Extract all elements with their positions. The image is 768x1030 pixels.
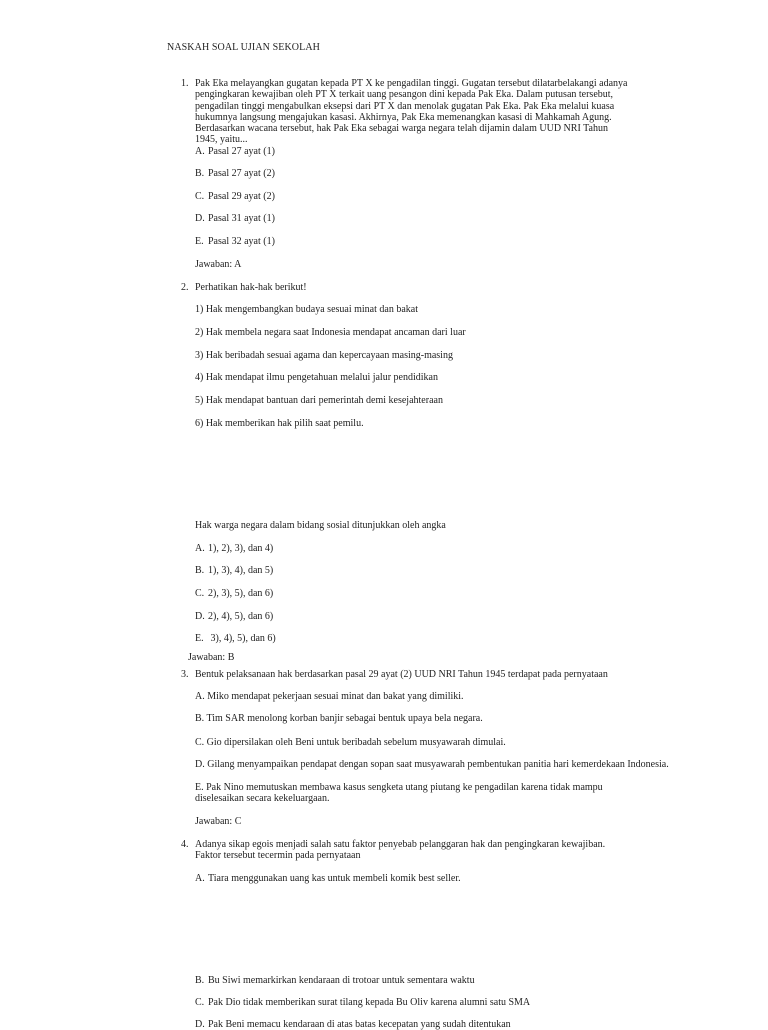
list-item: 5) Hak mendapat bantuan dari pemerintah demi kesejahteraan [195,395,443,406]
document-title: NASKAH SOAL UJIAN SEKOLAH [167,42,320,53]
option-a [195,543,635,554]
option-d [195,1019,635,1030]
option-letter: A. [195,146,205,157]
option-c: C. Gio dipersilakan oleh Beni untuk beribadah sebelum musyawarah dimulai. [195,737,506,748]
answer-key: Jawaban: B [188,652,235,663]
option-text: 1), 2), 3), dan 4) [208,543,274,554]
option-b [195,565,635,576]
option-d [195,213,635,224]
option-text: Bu Siwi memarkirkan kendaraan di trotoar untuk sementara waktu [208,975,475,986]
question-1 [181,78,631,146]
list-item: 3) Hak beribadah sesuai agama dan kepercayaan masing-masing [195,350,453,361]
option-text: 3), 4), 5), dan 6) [208,633,276,644]
option-d [195,611,635,622]
question-number: 4. [181,839,189,850]
option-text: Pak Beni memacu kendaraan di atas batas kecepatan yang sudah ditentukan [208,1019,511,1030]
list-item: 6) Hak memberikan hak pilih saat pemilu. [195,418,364,429]
question-number: 3. [181,669,189,680]
option-a [195,146,635,157]
option-letter: C. [195,191,205,202]
option-c [195,997,635,1008]
option-c [195,588,635,599]
question-text: Perhatikan hak-hak berikut! [195,282,307,293]
option-e [195,236,635,247]
question-text: Bentuk pelaksanaan hak berdasarkan pasal 29 ayat (2) UUD NRI Tahun 1945 terdapat pada pernyataan [195,669,608,680]
option-c [195,191,635,202]
list-item: 1) Hak mengembangkan budaya sesuai minat dan bakat [195,304,418,315]
option-letter: D. [195,1019,205,1030]
option-letter: A. [195,873,205,884]
option-b [195,975,635,986]
option-text: Pasal 32 ayat (1) [208,236,275,247]
question-3 [181,669,631,680]
option-text: Pasal 31 ayat (1) [208,213,275,224]
question-text: Pak Eka melayangkan gugatan kepada PT X ke pengadilan tinggi. Gugatan tersebut dilatarbelakangi adanya pengingkaran kewajiban oleh PT X terkait uang pesangon dini kepada Pak Eka. Dalam putusan tersebut, pengadilan tinggi mengabulkan eksepsi dari PT X dan menolak gugatan Pak Eka. Pak Eka melalui kuasa hukumnya langsung mengajukan kasasi. Akhirnya, Pak Eka memenangkan kasasi di Mahkamah Agung. [195,78,628,123]
option-text: 1), 3), 4), dan 5) [208,565,274,576]
option-text: Pak Dio tidak memberikan surat tilang kepada Bu Oliv karena alumni satu SMA [208,997,531,1008]
question-number: 2. [181,282,189,293]
question-4 [181,839,631,862]
option-a [195,873,635,884]
option-letter: E. [195,633,204,644]
option-b: B. Tim SAR menolong korban banjir sebagai bentuk upaya bela negara. [195,713,483,724]
option-letter: D. [195,213,205,224]
option-e: E. Pak Nino memutuskan membawa kasus sengketa utang piutang ke pengadilan karena tidak mampu diselesaikan secara kekeluargaan. [195,782,603,805]
question-2 [181,282,631,293]
option-e [195,633,635,644]
option-letter: B. [195,168,205,179]
option-text: 2), 3), 5), dan 6) [208,588,274,599]
option-letter: B. [195,975,205,986]
answer-key: Jawaban: A [195,259,242,270]
option-letter: E. [195,236,204,247]
option-text: Pasal 29 ayat (2) [208,191,275,202]
option-d: D. Gilang menyampaikan pendapat dengan sopan saat musyawarah pembentukan panitia hari kemerdekaan Indonesia. [195,759,669,770]
question-prompt: Hak warga negara dalam bidang sosial ditunjukkan oleh angka [195,520,446,531]
question-number: 1. [181,78,189,89]
option-letter: D. [195,611,205,622]
option-text: 2), 4), 5), dan 6) [208,611,274,622]
list-item: 4) Hak mendapat ilmu pengetahuan melalui jalur pendidikan [195,372,438,383]
option-b [195,168,635,179]
list-item: 2) Hak membela negara saat Indonesia mendapat ancaman dari luar [195,327,466,338]
question-prompt: Berdasarkan wacana tersebut, hak Pak Eka sebagai warga negara telah dijamin dalam UUD NRI Tahun 1945, yaitu... [195,123,608,146]
question-text: Adanya sikap egois menjadi salah satu faktor penyebab pelanggaran hak dan pengingkaran kewajiban. Faktor tersebut tecermin pada pernyataan [195,839,606,862]
option-text: Pasal 27 ayat (2) [208,168,275,179]
option-a: A. Miko mendapat pekerjaan sesuai minat dan bakat yang dimiliki. [195,691,464,702]
option-letter: A. [195,543,205,554]
answer-key: Jawaban: C [195,816,242,827]
option-text: Tiara menggunakan uang kas untuk membeli komik best seller. [208,873,461,884]
option-letter: C. [195,588,205,599]
option-letter: B. [195,565,205,576]
option-letter: C. [195,997,205,1008]
option-text: Pasal 27 ayat (1) [208,146,275,157]
